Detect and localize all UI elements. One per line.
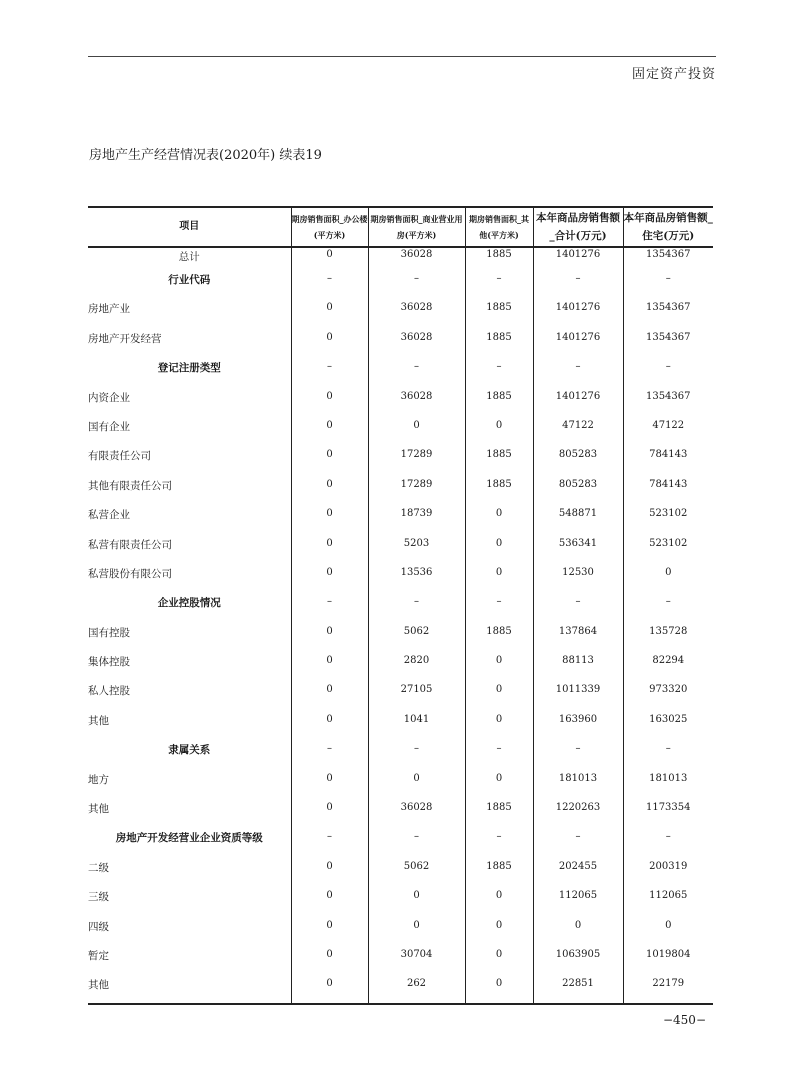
table-cell: – <box>623 356 713 385</box>
table-cell: – <box>368 268 465 297</box>
table-cell: 17289 <box>368 474 465 503</box>
table-caption: 房地产生产经营情况表(2020年) 续表19 <box>89 148 322 163</box>
table-cell: 1885 <box>465 797 533 826</box>
table-cell: 0 <box>465 915 533 944</box>
column-header: 本年商品房销售额_合计(万元) <box>533 207 623 247</box>
table-cell: 0 <box>291 327 368 356</box>
table-cell: 0 <box>623 915 713 944</box>
table-cell: – <box>291 591 368 620</box>
row-label: 隶属关系 <box>168 744 211 757</box>
table-cell: 1885 <box>465 474 533 503</box>
table-cell: 181013 <box>623 768 713 797</box>
table-cell: 1401276 <box>533 386 623 415</box>
table-cell: 135728 <box>623 621 713 650</box>
table-cell: 47122 <box>623 415 713 444</box>
table-row <box>88 621 713 650</box>
table-cell: 137864 <box>533 621 623 650</box>
table-cell: 805283 <box>533 444 623 473</box>
table-row <box>88 650 713 679</box>
table-row <box>88 533 713 562</box>
table-cell: 0 <box>291 503 368 532</box>
table-cell: 0 <box>465 503 533 532</box>
table-cell: – <box>623 738 713 767</box>
table-cell: – <box>465 591 533 620</box>
table-row <box>88 297 713 326</box>
table-cell: – <box>623 591 713 620</box>
table-cell: 0 <box>291 386 368 415</box>
column-header: 本年商品房销售额_住宅(万元) <box>623 207 713 247</box>
row-label: 地方 <box>88 773 109 786</box>
table-cell: 0 <box>368 885 465 914</box>
row-label: 总计 <box>178 251 200 263</box>
row-label: 暂定 <box>88 949 109 962</box>
table-category-row <box>88 826 713 855</box>
table-row <box>88 973 713 1003</box>
row-label: 内资企业 <box>88 391 130 404</box>
table-cell: 27105 <box>368 679 465 708</box>
table-category-row <box>88 738 713 767</box>
table-row <box>88 503 713 532</box>
table-row <box>88 247 713 268</box>
table-cell: 5062 <box>368 621 465 650</box>
row-label: 私人控股 <box>88 685 130 698</box>
table-row <box>88 915 713 944</box>
table-cell: 0 <box>291 915 368 944</box>
table-row <box>88 679 713 708</box>
row-label: 私营有限责任公司 <box>88 538 172 551</box>
table-cell: 0 <box>291 474 368 503</box>
table-cell: – <box>533 826 623 855</box>
column-header: 期房销售面积_办公楼(平方米) <box>291 207 368 247</box>
table-row <box>88 944 713 973</box>
table-cell: – <box>368 738 465 767</box>
table-cell: 0 <box>465 562 533 591</box>
row-label: 登记注册类型 <box>157 362 221 375</box>
table-cell: 13536 <box>368 562 465 591</box>
table-cell: 0 <box>291 533 368 562</box>
table-cell: – <box>368 826 465 855</box>
table-cell: 0 <box>368 415 465 444</box>
table-cell: 1173354 <box>623 797 713 826</box>
table-cell: – <box>291 356 368 385</box>
page-number: −450− <box>662 1013 706 1027</box>
table-cell: 0 <box>465 533 533 562</box>
table-cell: 523102 <box>623 533 713 562</box>
table-cell: 22179 <box>623 973 713 1003</box>
table-cell: 36028 <box>368 797 465 826</box>
table-cell: 0 <box>291 885 368 914</box>
table-cell: 0 <box>291 562 368 591</box>
row-label: 四级 <box>88 920 109 933</box>
table-cell: 30704 <box>368 944 465 973</box>
table-cell: 0 <box>465 768 533 797</box>
row-label: 集体控股 <box>88 656 130 669</box>
table-cell: 0 <box>291 297 368 326</box>
table-cell: – <box>291 826 368 855</box>
table-cell: – <box>465 738 533 767</box>
table-row <box>88 444 713 473</box>
table-cell: 0 <box>291 247 368 268</box>
table-cell: 523102 <box>623 503 713 532</box>
row-label: 二级 <box>88 861 109 874</box>
row-label: 国有控股 <box>88 626 130 639</box>
table-cell: 2820 <box>368 650 465 679</box>
table-cell: – <box>533 738 623 767</box>
table-cell: 36028 <box>368 297 465 326</box>
table-cell: 36028 <box>368 386 465 415</box>
column-header: 期房销售面积_其他(平方米) <box>465 207 533 247</box>
table-cell: 36028 <box>368 247 465 268</box>
table-cell: 0 <box>291 415 368 444</box>
table-cell: 0 <box>368 768 465 797</box>
table-cell: – <box>465 268 533 297</box>
table-cell: 0 <box>465 944 533 973</box>
table-cell: 5203 <box>368 533 465 562</box>
row-label: 房地产业 <box>88 303 130 316</box>
row-label: 其他 <box>88 973 291 1003</box>
table-cell: 12530 <box>533 562 623 591</box>
table-cell: 0 <box>291 768 368 797</box>
table-row <box>88 885 713 914</box>
table-cell: 0 <box>465 709 533 738</box>
table-row <box>88 415 713 444</box>
table-cell: 0 <box>291 444 368 473</box>
table-cell: 47122 <box>533 415 623 444</box>
table-cell: 36028 <box>368 327 465 356</box>
table-cell: 5062 <box>368 856 465 885</box>
row-label: 其他有限责任公司 <box>88 479 172 492</box>
table-cell: 82294 <box>623 650 713 679</box>
row-label: 私营股份有限公司 <box>88 567 172 580</box>
table-cell: – <box>533 591 623 620</box>
table-cell: 784143 <box>623 474 713 503</box>
table-cell: 536341 <box>533 533 623 562</box>
table-cell: 0 <box>533 915 623 944</box>
table-cell: 1041 <box>368 709 465 738</box>
table-cell: 88113 <box>533 650 623 679</box>
table-cell: 548871 <box>533 503 623 532</box>
table-cell: 0 <box>291 856 368 885</box>
table-cell: 163025 <box>623 709 713 738</box>
table-cell: 112065 <box>623 885 713 914</box>
table-row <box>88 709 713 738</box>
row-label: 房地产开发经营 <box>88 332 162 345</box>
table-cell: 0 <box>291 621 368 650</box>
table-row <box>88 386 713 415</box>
table-cell: 0 <box>291 650 368 679</box>
table-cell: 181013 <box>533 768 623 797</box>
table-category-row <box>88 591 713 620</box>
table-cell: 163960 <box>533 709 623 738</box>
table-cell: – <box>291 738 368 767</box>
table-cell: 1401276 <box>533 297 623 326</box>
table-category-row <box>88 268 713 297</box>
table-row <box>88 797 713 826</box>
header-rule <box>88 56 716 57</box>
table-cell: – <box>465 356 533 385</box>
table-cell: 1885 <box>465 297 533 326</box>
table-row <box>88 856 713 885</box>
table-cell: 1354367 <box>623 327 713 356</box>
table-cell: 1885 <box>465 856 533 885</box>
table-cell: 1885 <box>465 247 533 268</box>
section-title: 固定资产投资 <box>631 67 716 82</box>
table-row <box>88 327 713 356</box>
table-cell: 0 <box>465 885 533 914</box>
table-row <box>88 562 713 591</box>
table-cell: 0 <box>291 709 368 738</box>
table-cell: – <box>623 826 713 855</box>
data-table <box>88 206 713 1005</box>
row-label: 企业控股情况 <box>157 597 221 610</box>
table-cell: 0 <box>291 973 368 1003</box>
table-cell: – <box>533 356 623 385</box>
table-cell: 262 <box>368 973 465 1003</box>
table-header-row <box>88 207 713 247</box>
table-cell: 202455 <box>533 856 623 885</box>
table-cell: 0 <box>465 679 533 708</box>
table-category-row <box>88 356 713 385</box>
table-cell: 0 <box>368 915 465 944</box>
table-cell: 1011339 <box>533 679 623 708</box>
table-cell: 18739 <box>368 503 465 532</box>
table-cell: 1354367 <box>623 247 713 268</box>
table-cell: – <box>291 268 368 297</box>
table-cell: – <box>533 268 623 297</box>
table-cell: 805283 <box>533 474 623 503</box>
table-cell: 1354367 <box>623 386 713 415</box>
table-cell: 0 <box>465 973 533 1003</box>
row-label: 三级 <box>88 891 109 904</box>
row-label: 行业代码 <box>168 274 211 286</box>
table-cell: 112065 <box>533 885 623 914</box>
row-label: 有限责任公司 <box>88 450 151 463</box>
table-cell: 0 <box>291 944 368 973</box>
table-cell: – <box>465 826 533 855</box>
row-label: 其他 <box>88 714 109 727</box>
table-cell: 1019804 <box>623 944 713 973</box>
table-cell: 784143 <box>623 444 713 473</box>
row-label: 其他 <box>88 803 109 816</box>
table-cell: – <box>623 268 713 297</box>
table-cell: 1885 <box>465 327 533 356</box>
table-cell: 1354367 <box>623 297 713 326</box>
table-cell: – <box>368 591 465 620</box>
table-cell: 1401276 <box>533 247 623 268</box>
row-label: 房地产开发经营业企业资质等级 <box>115 832 263 845</box>
table-row <box>88 474 713 503</box>
table-cell: 0 <box>465 650 533 679</box>
table-cell: 0 <box>291 679 368 708</box>
column-header: 期房销售面积_商业营业用房(平方米) <box>368 207 465 247</box>
table-cell: 22851 <box>533 973 623 1003</box>
table-cell: 0 <box>623 562 713 591</box>
table-cell: 1220263 <box>533 797 623 826</box>
table-row <box>88 768 713 797</box>
table-cell: 1885 <box>465 621 533 650</box>
table-cell: 200319 <box>623 856 713 885</box>
table-cell: 1063905 <box>533 944 623 973</box>
row-label: 私营企业 <box>88 509 130 522</box>
table-cell: – <box>368 356 465 385</box>
table-cell: 1401276 <box>533 327 623 356</box>
table-cell: 0 <box>291 797 368 826</box>
row-label: 国有企业 <box>88 420 130 433</box>
table-cell: 17289 <box>368 444 465 473</box>
table-cell: 1885 <box>465 386 533 415</box>
table-cell: 0 <box>465 415 533 444</box>
table-cell: 1885 <box>465 444 533 473</box>
table-cell: 973320 <box>623 679 713 708</box>
column-header: 项目 <box>88 207 291 247</box>
